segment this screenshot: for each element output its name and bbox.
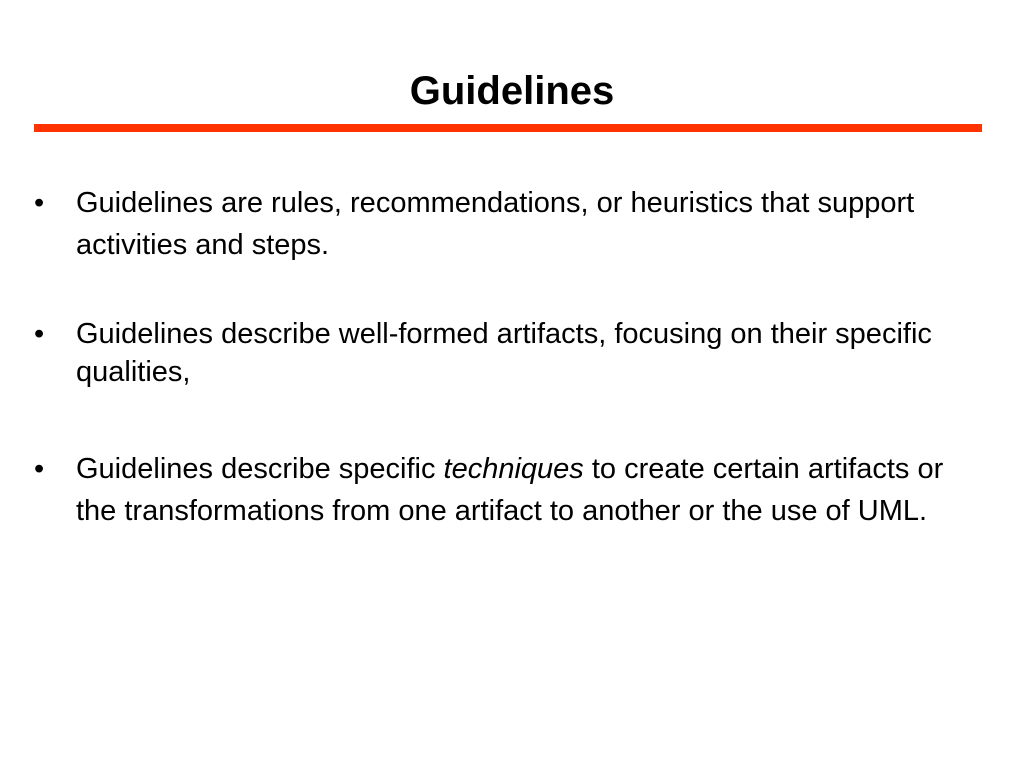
slide-title: Guidelines (409, 69, 615, 113)
bullet-marker: • (34, 318, 45, 350)
title-underline-rule (34, 124, 982, 132)
bullet-text-emphasis: techniques (443, 453, 584, 485)
bullet-item-3 (34, 448, 984, 532)
bullet-text: Guidelines are rules, recommendations, or heuristics that support activities and steps. (76, 187, 915, 261)
bullet-text-after: to create certain artifacts or the transformations from one artifact to another or the use of UML. (76, 453, 944, 527)
bullet-marker: • (34, 453, 45, 485)
bullet-text-before: Guidelines describe specific (76, 453, 444, 485)
bullet-item-2 (34, 315, 984, 391)
bullet-text: Guidelines describe well-formed artifacts, focusing on their specific qualities, (76, 318, 932, 388)
bullet-item-1 (34, 182, 984, 266)
bullet-marker: • (34, 187, 45, 219)
